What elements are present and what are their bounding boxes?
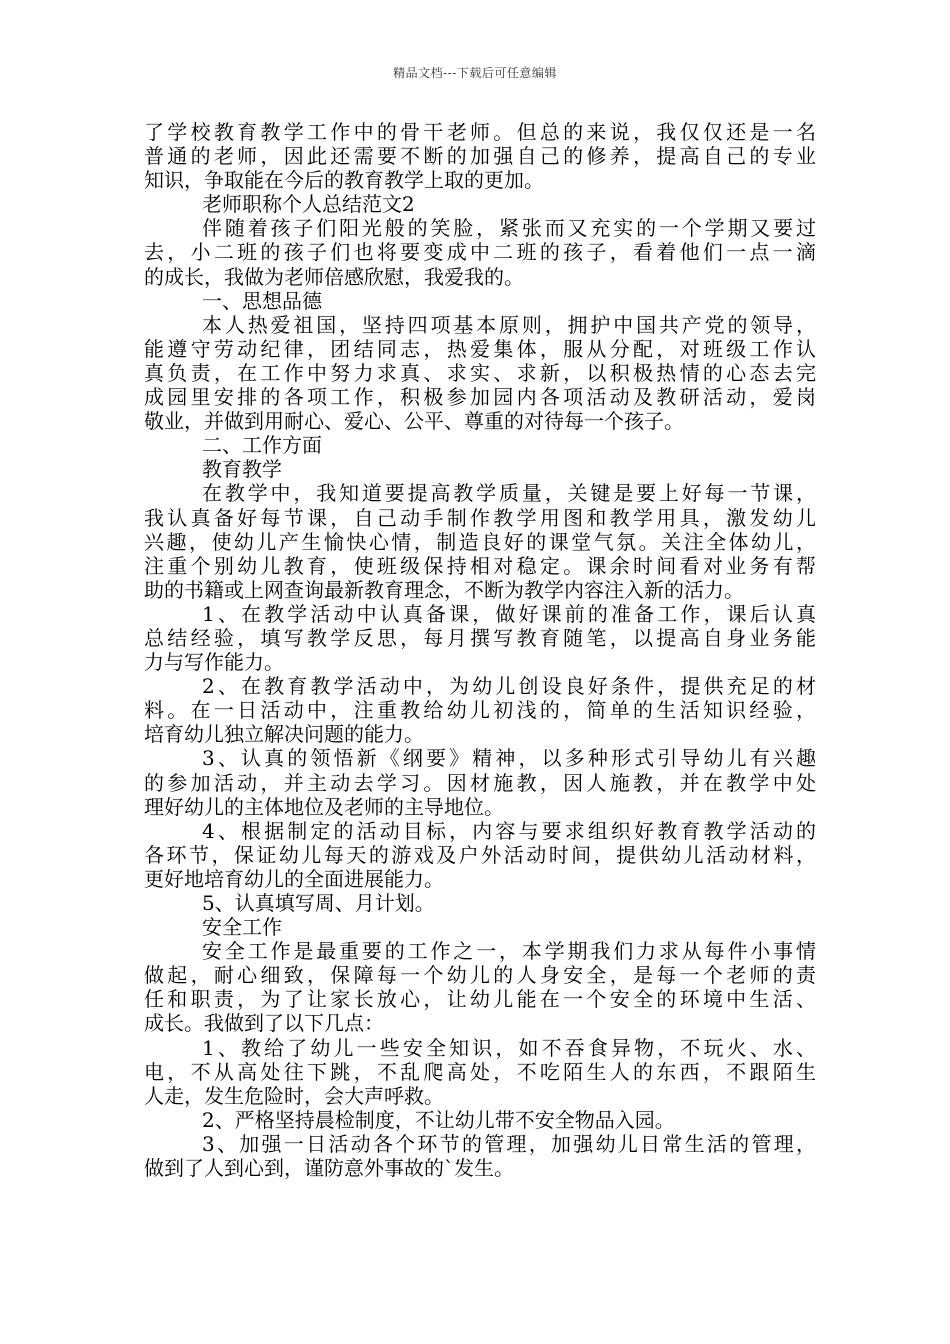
text-line: 一、思想品德 <box>202 288 322 313</box>
text-line: 培育幼儿独立解决问题的能力。 <box>144 722 424 747</box>
text-line: 成园里安排的各项工作，积极参加园内各项活动及教研活动，爱岗 <box>144 385 816 410</box>
text-line: 伴随着孩子们阳光般的笑脸，紧张而又充实的一个学期又要过 <box>202 216 816 241</box>
text-line: 料。在一日活动中，注重教给幼儿初浅的，简单的生活知识经验， <box>144 698 816 723</box>
text-line: 助的书籍或上网查询最新教育理念，不断为教学内容注入新的活力。 <box>144 577 744 602</box>
text-line: 教育教学 <box>202 457 282 482</box>
text-line: 更好地培育幼儿的全面进展能力。 <box>144 866 444 891</box>
text-line: 本人热爱祖国，坚持四项基本原则，拥护中国共产党的领导， <box>202 312 816 337</box>
text-line: 1、教给了幼儿一些安全知识，如不吞食异物，不玩火、水、 <box>202 1035 816 1060</box>
text-line: 兴趣，使幼儿产生愉快心情，制造良好的课堂气氛。关注全体幼儿， <box>144 529 816 554</box>
text-line: 我认真备好每节课，自己动手制作教学用图和教学用具，激发幼儿 <box>144 505 816 530</box>
text-line: 在教学中，我知道要提高教学质量，关键是要上好每一节课， <box>202 481 816 506</box>
text-line: 的成长，我做为老师倍感欣慰，我爱我的。 <box>144 264 524 289</box>
text-line: 电，不从高处往下跳，不乱爬高处，不吃陌生人的东西，不跟陌生 <box>144 1059 816 1084</box>
text-line: 安全工作 <box>202 915 282 940</box>
text-line: 5、认真填写周、月计划。 <box>202 891 435 915</box>
text-line: 1、在教学活动中认真备课，做好课前的准备工作，课后认真 <box>202 601 816 626</box>
text-line: 去，小二班的孩子们也将要变成中二班的孩子，看着他们一点一滴 <box>144 240 816 265</box>
text-line: 安全工作是最重要的工作之一，本学期我们力求从每件小事情 <box>202 939 816 964</box>
text-line: 理好幼儿的主体地位及老师的主导地位。 <box>144 794 504 819</box>
text-line: 做起，耐心细致，保障每一个幼儿的人身安全，是每一个老师的责 <box>144 963 816 988</box>
text-line: 人走，发生危险时，会大声呼救。 <box>144 1083 444 1108</box>
text-line: 力与写作能力。 <box>144 650 284 675</box>
text-line: 总结经验，填写教学反思，每月撰写教育随笔，以提高自身业务能 <box>144 625 816 650</box>
text-line: 注重个别幼儿教育，使班级保持相对稳定。课余时间看对业务有帮 <box>144 553 816 578</box>
text-line: 知识，争取能在今后的教育教学上取的更加。 <box>144 168 544 193</box>
text-line: 二、工作方面 <box>202 433 322 458</box>
text-line: 的参加活动，并主动去学习。因材施教，因人施教，并在教学中处 <box>144 770 816 795</box>
text-line: 普通的老师，因此还需要不断的加强自己的修养，提高自己的专业 <box>144 144 816 169</box>
text-line: 了学校教育教学工作中的骨干老师。但总的来说，我仅仅还是一名 <box>144 120 816 144</box>
page-header: 精品文档---下载后可任意编辑 <box>393 66 557 80</box>
text-line: 能遵守劳动纪律，团结同志，热爱集体，服从分配，对班级工作认 <box>144 336 816 361</box>
text-line: 3、认真的领悟新《纲要》精神，以多种形式引导幼儿有兴趣 <box>202 746 816 771</box>
text-line: 成长。我做到了以下几点： <box>144 1011 384 1036</box>
text-line: 各环节，保证幼儿每天的游戏及户外活动时间，提供幼儿活动材料， <box>144 842 816 867</box>
document-body <box>144 120 816 1180</box>
text-line: 敬业，并做到用耐心、爱心、公平、尊重的对待每一个孩子。 <box>144 409 684 434</box>
text-line: 3、加强一日活动各个环节的管理，加强幼儿日常生活的管理， <box>202 1131 816 1156</box>
text-line: 2、在教育教学活动中，为幼儿创设良好条件，提供充足的材 <box>202 674 816 699</box>
text-line: 2、严格坚持晨检制度，不让幼儿带不安全物品入园。 <box>202 1107 675 1132</box>
text-line: 真负责，在工作中努力求真、求实、求新，以积极热情的心态去完 <box>144 360 816 385</box>
text-line: 4、根据制定的活动目标，内容与要求组织好教育教学活动的 <box>202 818 816 843</box>
text-line: 任和职责，为了让家长放心，让幼儿能在一个安全的环境中生活、 <box>144 987 816 1012</box>
text-line: 做到了人到心到，谨防意外事故的`发生。 <box>144 1156 514 1181</box>
text-line: 老师职称个人总结范文2 <box>202 192 415 217</box>
